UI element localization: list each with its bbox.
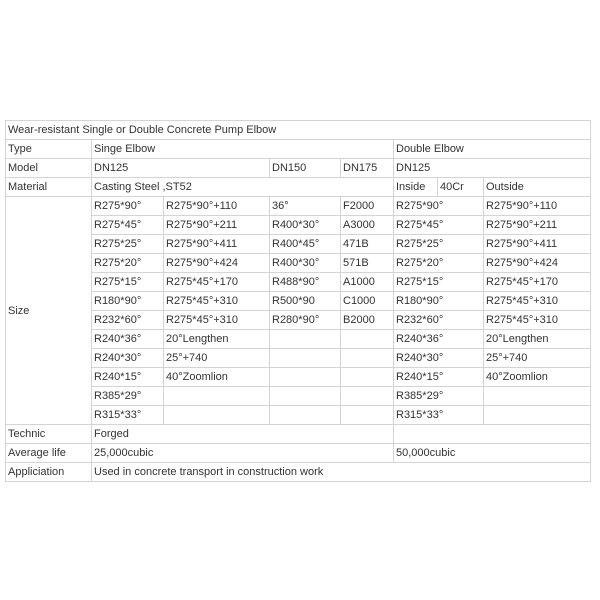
- material-label: Material: [6, 178, 92, 197]
- size-cell: R400*45°: [270, 235, 341, 254]
- size-cell: [164, 387, 270, 406]
- model-double-dn125: DN125: [394, 159, 591, 178]
- size-row: [6, 387, 591, 406]
- size-cell: R240*36°: [394, 330, 484, 349]
- table-title: Wear-resistant Single or Double Concrete Pump Elbow: [6, 121, 591, 140]
- model-dn150: DN150: [270, 159, 341, 178]
- size-cell: R315*33°: [92, 406, 164, 425]
- material-outside: Outside: [484, 178, 591, 197]
- size-cell: R275*90°+424: [164, 254, 270, 273]
- size-cell: [270, 368, 341, 387]
- size-cell: R500*90: [270, 292, 341, 311]
- application-label: Appliciation: [6, 463, 92, 482]
- size-cell: R232*60°: [92, 311, 164, 330]
- size-cell: R275*25°: [394, 235, 484, 254]
- life-row: [6, 444, 591, 463]
- technic-row: [6, 425, 591, 444]
- size-label: Size: [6, 197, 92, 425]
- size-cell: [270, 330, 341, 349]
- size-cell: R275*90°+211: [164, 216, 270, 235]
- size-cell: R275*45°: [394, 216, 484, 235]
- size-cell: R240*15°: [92, 368, 164, 387]
- size-row: [6, 235, 591, 254]
- type-single-elbow: Singe Elbow: [92, 140, 394, 159]
- size-cell: R275*90°+110: [484, 197, 591, 216]
- size-cell: R240*36°: [92, 330, 164, 349]
- size-row: [6, 349, 591, 368]
- material-inside: Inside: [394, 178, 438, 197]
- technic-double-empty: [394, 425, 591, 444]
- size-cell: [270, 387, 341, 406]
- size-cell: R275*45°+310: [484, 292, 591, 311]
- elbow-spec-table: [5, 120, 591, 482]
- model-row: [6, 159, 591, 178]
- size-cell: 40°Zoomlion: [484, 368, 591, 387]
- size-cell: R275*15°: [92, 273, 164, 292]
- size-row: [6, 311, 591, 330]
- size-cell: R275*90°+411: [484, 235, 591, 254]
- size-row: [6, 254, 591, 273]
- size-cell: R275*45°+310: [164, 311, 270, 330]
- size-cell: R315*33°: [394, 406, 484, 425]
- model-label: Model: [6, 159, 92, 178]
- size-cell: R180*90°: [394, 292, 484, 311]
- size-cell: R400*30°: [270, 216, 341, 235]
- size-cell: R275*45°+310: [164, 292, 270, 311]
- application-row: [6, 463, 591, 482]
- size-cell: R275*45°+170: [164, 273, 270, 292]
- size-cell: R385*29°: [92, 387, 164, 406]
- size-cell: R385*29°: [394, 387, 484, 406]
- size-cell: R275*90°+411: [164, 235, 270, 254]
- size-cell: [341, 330, 394, 349]
- size-cell: R275*90°: [92, 197, 164, 216]
- material-40cr: 40Cr: [438, 178, 484, 197]
- size-cell: R240*15°: [394, 368, 484, 387]
- type-row: [6, 140, 591, 159]
- size-cell: [341, 406, 394, 425]
- size-cell: R275*45°+170: [484, 273, 591, 292]
- size-cell: 571B: [341, 254, 394, 273]
- size-cell: B2000: [341, 311, 394, 330]
- size-cell: [341, 368, 394, 387]
- size-row: [6, 406, 591, 425]
- material-row: [6, 178, 591, 197]
- size-cell: R275*90°+424: [484, 254, 591, 273]
- application-value: Used in concrete transport in construction work: [92, 463, 591, 482]
- technic-value: Forged: [92, 425, 394, 444]
- size-row: [6, 292, 591, 311]
- size-row: [6, 368, 591, 387]
- life-single: 25,000cubic: [92, 444, 394, 463]
- size-cell: R275*90°+110: [164, 197, 270, 216]
- size-cell: R275*20°: [394, 254, 484, 273]
- size-cell: R275*45°+310: [484, 311, 591, 330]
- size-cell: 25°+740: [484, 349, 591, 368]
- size-cell: R275*20°: [92, 254, 164, 273]
- life-label: Average life: [6, 444, 92, 463]
- size-cell: R400*30°: [270, 254, 341, 273]
- life-double: 50,000cubic: [394, 444, 591, 463]
- size-cell: 40°Zoomlion: [164, 368, 270, 387]
- size-cell: R240*30°: [394, 349, 484, 368]
- size-cell: R488*90°: [270, 273, 341, 292]
- type-label: Type: [6, 140, 92, 159]
- title-row: [6, 121, 591, 140]
- material-single: Casting Steel ,ST52: [92, 178, 394, 197]
- size-cell: 20°Lengthen: [164, 330, 270, 349]
- size-cell: R275*90°+211: [484, 216, 591, 235]
- size-cell: [484, 387, 591, 406]
- size-cell: R275*45°: [92, 216, 164, 235]
- size-cell: R275*15°: [394, 273, 484, 292]
- size-cell: R275*90°: [394, 197, 484, 216]
- size-cell: 36°: [270, 197, 341, 216]
- size-row: [6, 197, 591, 216]
- size-cell: C1000: [341, 292, 394, 311]
- size-cell: R240*30°: [92, 349, 164, 368]
- model-single-dn125: DN125: [92, 159, 270, 178]
- model-dn175: DN175: [341, 159, 394, 178]
- size-cell: [484, 406, 591, 425]
- technic-label: Technic: [6, 425, 92, 444]
- size-cell: [270, 406, 341, 425]
- size-cell: 20°Lengthen: [484, 330, 591, 349]
- size-cell: R180*90°: [92, 292, 164, 311]
- size-row: [6, 216, 591, 235]
- size-cell: [341, 349, 394, 368]
- size-row: [6, 330, 591, 349]
- size-cell: A1000: [341, 273, 394, 292]
- size-row: [6, 273, 591, 292]
- size-cell: [270, 349, 341, 368]
- size-cell: 25°+740: [164, 349, 270, 368]
- size-cell: R275*25°: [92, 235, 164, 254]
- size-cell: 471B: [341, 235, 394, 254]
- size-cell: A3000: [341, 216, 394, 235]
- size-cell: [164, 406, 270, 425]
- type-double-elbow: Double Elbow: [394, 140, 591, 159]
- size-cell: F2000: [341, 197, 394, 216]
- size-cell: [341, 387, 394, 406]
- size-cell: R280*90°: [270, 311, 341, 330]
- size-cell: R232*60°: [394, 311, 484, 330]
